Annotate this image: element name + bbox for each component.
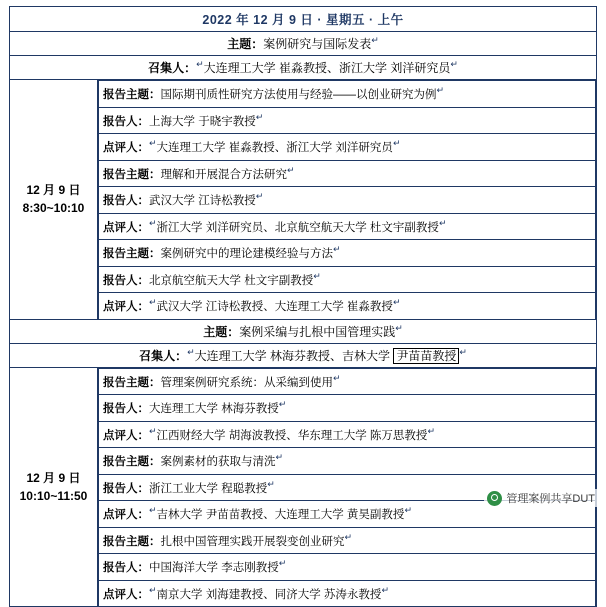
footnote-mark: ↵ [287, 164, 295, 175]
footnote-mark: ↵ [313, 270, 321, 281]
footnote-mark: ↵ [196, 59, 204, 69]
speaker-label: 报告人： [103, 402, 149, 415]
discussant-text: 浙江大学 刘洋研究员、北京航空航天大学 杜文宇副教授 [156, 221, 439, 234]
speaker-label: 报告人： [103, 482, 149, 495]
topic-label: 报告主题： [103, 247, 161, 260]
footnote-mark: ↵ [381, 584, 389, 595]
session-time-2-line1: 12 月 9 日 [26, 470, 81, 485]
session-body-row-1 [10, 80, 597, 320]
topic-text: 国际期刊质性研究方法使用与经验——以创业研究为例 [160, 88, 437, 101]
discussant-text: 江西财经大学 胡海波教授、华东理工大学 陈万思教授 [156, 429, 428, 442]
speaker-label: 报告人： [103, 115, 149, 128]
speaker-text: 浙江工业大学 程聪教授 [149, 482, 268, 495]
item-topic [99, 448, 596, 475]
discussant-text: 吉林大学 尹苗苗教授、大连理工大学 黄昊副教授 [156, 508, 405, 521]
item-speaker [99, 395, 596, 422]
footnote-mark: ↵ [149, 425, 157, 436]
session-items-table-1 [98, 80, 596, 319]
footnote-mark: ↵ [267, 478, 275, 489]
item-discussant [99, 293, 596, 319]
footnote-mark: ↵ [344, 531, 353, 542]
footnote-mark: ↵ [438, 217, 447, 228]
session-body-row-2 [10, 367, 597, 607]
discussant-text: 南京大学 刘海建教授、同济大学 苏涛永教授 [156, 588, 382, 601]
item-discussant [99, 580, 596, 606]
item-speaker [99, 187, 596, 214]
document-page [0, 6, 606, 601]
topic-label: 报告主题： [103, 535, 161, 548]
footnote-mark: ↵ [459, 346, 467, 357]
topic-text: 扎根中国管理实践开展裂变创业研究 [160, 535, 345, 548]
topic-label: 报告主题： [103, 376, 161, 389]
session-convener-2 [10, 343, 597, 367]
item-discussant [99, 421, 596, 448]
agenda-header-row [10, 7, 597, 32]
footnote-mark: ↵ [450, 59, 458, 69]
watermark-text: 管理案例共享DUT [506, 493, 595, 505]
footnote-mark: ↵ [371, 35, 379, 45]
discussant-label: 点评人： [103, 141, 149, 154]
session-theme-2 [10, 319, 597, 343]
item-discussant [99, 213, 596, 240]
footnote-mark: ↵ [333, 372, 341, 383]
footnote-mark: ↵ [149, 584, 157, 595]
convener-label-1: 召集人： [148, 61, 197, 75]
footnote-mark: ↵ [275, 452, 284, 462]
speaker-text: 武汉大学 江诗松教授 [149, 194, 256, 207]
session-time-1-line2: 8:30~10:10 [22, 201, 85, 216]
footnote-mark: ↵ [149, 138, 157, 148]
footnote-mark: ↵ [404, 505, 412, 515]
convener-highlight-2: 尹苗苗教授 [393, 348, 459, 364]
discussant-label: 点评人： [103, 429, 149, 442]
session-items-1 [98, 80, 597, 320]
footnote-mark: ↵ [427, 425, 435, 436]
topic-text: 案例素材的获取与清洗 [160, 455, 276, 468]
item-speaker [99, 266, 596, 293]
item-discussant [99, 134, 596, 161]
topic-text: 案例研究中的理论建模经验与方法 [160, 247, 333, 260]
speaker-text: 上海大学 于晓宇教授 [149, 115, 256, 128]
theme-label-2: 主题： [203, 324, 240, 339]
topic-text: 管理案例研究系统：从采编到使用 [160, 376, 333, 389]
theme-text-1: 案例研究与国际发表 [263, 37, 372, 51]
item-speaker [99, 554, 596, 581]
agenda-date-title: 2022 年 12 月 9 日 · 星期五 · 上午 [10, 7, 597, 32]
discussant-text: 大连理工大学 崔淼教授、浙江大学 刘洋研究员 [156, 141, 393, 154]
footnote-mark: ↵ [149, 297, 157, 307]
footnote-mark: ↵ [255, 191, 264, 201]
convener-text-1: 大连理工大学 崔淼教授、浙江大学 刘洋研究员 [203, 61, 451, 75]
topic-label: 报告主题： [103, 455, 161, 468]
speaker-label: 报告人： [103, 194, 149, 207]
speaker-text: 北京航空航天大学 杜文宇副教授 [149, 274, 314, 287]
discussant-text: 武汉大学 江诗松教授、大连理工大学 崔淼教授 [156, 300, 393, 313]
topic-text: 理解和开展混合方法研究 [160, 168, 287, 181]
session-items-table-2 [98, 368, 596, 607]
item-topic [99, 368, 596, 395]
discussant-label: 点评人： [103, 300, 149, 313]
item-speaker [99, 107, 596, 134]
footnote-mark: ↵ [333, 244, 341, 254]
theme-label-1: 主题： [227, 37, 264, 51]
footnote-mark: ↵ [255, 111, 264, 122]
footnote-mark: ↵ [187, 346, 195, 357]
convener-text-2: 大连理工大学 林海芬教授、吉林大学 [194, 348, 394, 363]
footnote-mark: ↵ [392, 297, 401, 307]
theme-text-2: 案例采编与扎根中国管理实践 [239, 324, 396, 339]
footnote-mark: ↵ [278, 558, 287, 568]
item-topic [99, 240, 596, 267]
session-time-2 [10, 367, 98, 607]
discussant-label: 点评人： [103, 508, 149, 521]
footnote-mark: ↵ [392, 138, 401, 148]
footnote-mark: ↵ [436, 85, 445, 95]
convener-label-2: 召集人： [139, 348, 188, 363]
speaker-label: 报告人： [103, 274, 149, 287]
footnote-mark: ↵ [149, 217, 157, 228]
circle-logo-icon [487, 491, 502, 506]
session-theme-row-2 [10, 319, 597, 343]
footnote-mark: ↵ [395, 322, 403, 333]
discussant-label: 点评人： [103, 221, 149, 234]
speaker-text: 大连理工大学 林海芬教授 [149, 402, 279, 415]
item-topic [99, 527, 596, 554]
session-time-1-line1: 12 月 9 日 [26, 183, 81, 198]
session-theme-row-1 [10, 32, 597, 56]
speaker-label: 报告人： [103, 561, 149, 574]
session-convener-row-1 [10, 56, 597, 80]
discussant-label: 点评人： [103, 588, 149, 601]
topic-label: 报告主题： [103, 168, 161, 181]
topic-label: 报告主题： [103, 88, 161, 101]
item-topic [99, 160, 596, 187]
session-items-2 [98, 367, 597, 607]
session-time-2-line2: 10:10~11:50 [19, 488, 88, 503]
session-theme-1 [10, 32, 597, 56]
speaker-text: 中国海洋大学 李志刚教授 [149, 561, 279, 574]
session-time-1 [10, 80, 98, 320]
agenda-table [9, 6, 597, 607]
footnote-mark: ↵ [278, 399, 287, 409]
session-convener-row-2 [10, 343, 597, 367]
item-topic [99, 81, 596, 108]
footnote-mark: ↵ [149, 505, 157, 515]
watermark [484, 489, 598, 507]
session-convener-1 [10, 56, 597, 80]
